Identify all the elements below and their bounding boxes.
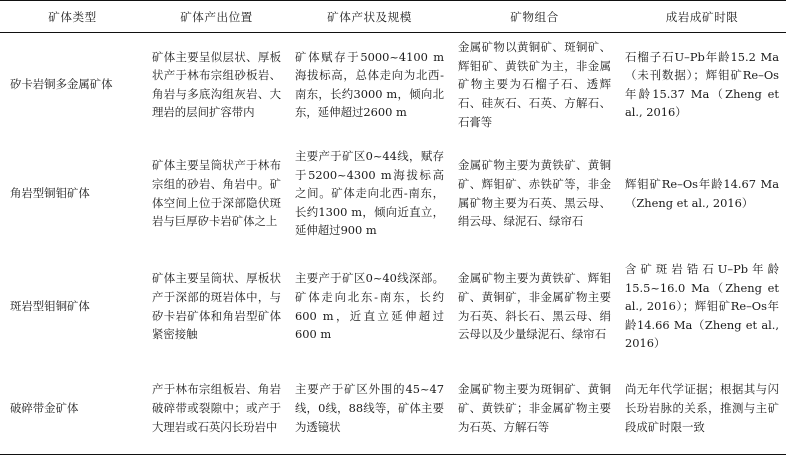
header-minerals: 矿物组合 bbox=[451, 1, 618, 33]
cell-age: 含矿斑岩锆石U–Pb年龄15.5~16.0 Ma（Zheng et al., 2016）；辉钼矿Re–Os年龄14.66 Ma（Zheng et al., 2016） bbox=[625, 262, 779, 351]
cell-shape: 主要产于矿区0~40线深部。矿体走向北东-南东，长约600 m，近直立延伸超过600 m bbox=[295, 271, 444, 342]
cell-shape: 矿体赋存于5000~4100 m海拔标高，总体走向为北西-南东，长约3000 m，倾向北东，延伸超过2600 m bbox=[295, 49, 444, 120]
cell-location: 矿体主要呈似层状、厚板状产于林布宗组砂板岩、角岩与多底沟组灰岩、大理岩的层间扩容带内 bbox=[152, 49, 281, 120]
cell-location: 矿体主要呈筒状产于林布宗组的砂岩、角岩中。矿体空间上位于深部隐伏斑岩与巨厚矽卡岩矿体之上 bbox=[152, 158, 281, 229]
header-age: 成岩成矿时限 bbox=[618, 1, 786, 33]
cell-type: 斑岩型钼铜矿体 bbox=[10, 299, 90, 314]
header-shape: 矿体产状及规模 bbox=[288, 1, 451, 33]
header-type: 矿体类型 bbox=[0, 1, 145, 33]
table-row bbox=[0, 137, 786, 251]
cell-minerals: 金属矿物以黄铜矿、斑铜矿、辉钼矿、黄铁矿为主，非金属矿物主要为石榴子石、透辉石、硅灰石、石英、方解石、石膏等 bbox=[458, 40, 611, 129]
cell-type: 矽卡岩铜多金属矿体 bbox=[10, 77, 113, 92]
table-header-row bbox=[0, 1, 786, 33]
table-row bbox=[0, 33, 786, 137]
cell-location: 矿体主要呈筒状、厚板状产于深部的斑岩体中，与矽卡岩矿体和角岩型矿体紧密接触 bbox=[152, 271, 281, 342]
table-row bbox=[0, 251, 786, 363]
cell-type: 破碎带金矿体 bbox=[0, 363, 145, 455]
table-row bbox=[0, 363, 786, 455]
cell-minerals: 金属矿物主要为斑铜矿、黄铜矿、黄铁矿；非金属矿物主要为石英、方解石等 bbox=[451, 363, 618, 455]
cell-shape: 主要产于矿区0~44线，赋存于5200~4300 m海拔标高之间。矿体走向北西-南东，长约1300 m，倾向近直立，延伸超过900 m bbox=[295, 149, 444, 238]
cell-type: 角岩型铜钼矿体 bbox=[10, 186, 90, 201]
cell-minerals: 金属矿物主要为黄铁矿、黄铜矿、辉钼矿、赤铁矿等，非金属矿物主要为石英、黑云母、绢云母、绿泥石、绿帘石 bbox=[458, 158, 611, 229]
header-location: 矿体产出位置 bbox=[145, 1, 288, 33]
cell-age: 石榴子石U–Pb年龄15.2 Ma（未刊数据）；辉钼矿Re–Os年龄15.37 Ma（Zheng et al., 2016） bbox=[625, 49, 779, 120]
cell-shape: 主要产于矿区外围的45~47线，0线，88线等，矿体主要为透镜状 bbox=[288, 363, 451, 455]
cell-minerals: 金属矿物主要为黄铁矿、辉钼矿、黄铜矿，非金属矿物主要为石英、斜长石、黑云母、绢云母以及少量绿泥石、绿帘石 bbox=[458, 271, 611, 342]
cell-age: 尚无年代学证据；根据其与闪长玢岩脉的关系，推测与主矿段成矿时限一致 bbox=[618, 363, 786, 455]
cell-location: 产于林布宗组板岩、角岩破碎带或裂隙中；或产于大理岩或石英闪长玢岩中 bbox=[145, 363, 288, 455]
cell-age: 辉钼矿Re–Os年龄14.67 Ma（Zheng et al., 2016） bbox=[625, 176, 779, 210]
